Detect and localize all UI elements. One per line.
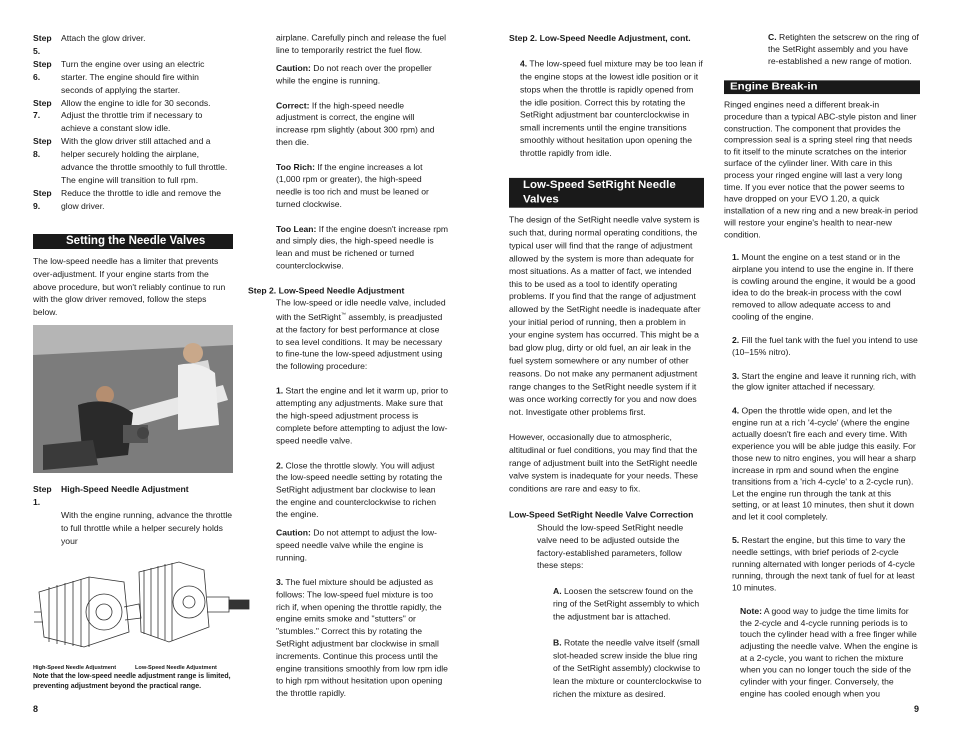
step-1-text: With the engine running, advance the throttle to full throttle while a helper securely holds your (61, 510, 233, 546)
needle-adjustment-drawing (29, 552, 249, 662)
step-5 (33, 32, 233, 58)
needle-intro: The low-speed needle has a limiter that prevents over-adjustment. If your engine starts from the above procedure, but won't reliably continue to run with the glow driver removed, follow the steps below. (33, 255, 226, 318)
correction-step-b: B. Rotate the needle valve itself (small slot-headed screw inside the blue ring of the SetRight assembly) clockwise to lean the mixture or counterclockwise to richen the mixture as desired. (553, 637, 702, 699)
engine-left (34, 577, 141, 647)
drawing-captions (33, 664, 233, 672)
photo-engine-start (33, 325, 233, 473)
column-4 (724, 32, 920, 700)
caption-high-speed: High-Speed Needle Adjustment (33, 664, 117, 671)
break-in-step-2: 2. Fill the fuel tank with the fuel you intend to use (10–15% nitro). (732, 335, 918, 357)
engine-line-drawing (29, 552, 254, 662)
step-text: Reduce the throttle to idle and remove the glow driver. (61, 187, 222, 211)
step-number: Step 8. (33, 136, 52, 160)
step-number: Step 6. (33, 58, 52, 82)
step-6 (33, 58, 233, 97)
engine-right (139, 562, 249, 642)
low-speed-step-4: 4. The low-speed fuel mixture may be too lean if the engine stops at the lowest idle position or it stops when the throttle is rapidly opened from the idle position. Correct this by rotating the SetRight adjustment bar counterclockwise in small increments until the engine transitions smoothly without hesitation upon opening the throttle rapidly from idle. (520, 58, 703, 159)
step-9 (33, 187, 233, 213)
step-1 (33, 483, 233, 509)
setright-paragraph-1: The design of the SetRight needle valve system is such that, during normal operating conditions, the typical user will find that the range of adjustment allowed by the system is more than adequate for most situations. As a matter of fact, we intended this to be used as a tool to identify operating problems. If you find that the range of adjustment allowed by the SetRight needle is inadequate after your initial period of running, then a problem in your engine system has occurred. This might be a bad glow plug, dirty or old fuel, an air leak in the fuel system somewhere or any number of other reasons. Do not make any permanent adjustment range changes to the SetRight needle system if it was once working correctly for you and now does not. Investigate other problems first. (509, 214, 701, 417)
step-2-text: The low-speed or idle needle valve, included with the SetRight™ assembly, is preadjusted at the factory for best performance at close to sea level conditions. It may be necessary to fine-tune the low-speed adjustment using the following procedure: (276, 298, 446, 372)
step-text: With the glow driver still attached and a helper securely holding the airplane, advance the throttle smoothly to full throttle. The engine will transition to full rpm. (61, 136, 228, 185)
break-in-step-4: 4. Open the throttle wide open, and let the engine run at a rich '4-cycle' (where the engine actually doesn't fire each and every time. With experience you will be able judge this easily. For those new to nitro engines, you will hear a sharp increase in rpm and sound when the engine transitions from a 'rich 4-cycle' to a 2-cycle run). Let the engine run through the tank at this setting, or at least 10 minutes, then shut it down and let it cool completely. (732, 406, 916, 522)
low-speed-step-1: 1. Start the engine and let it warm up, prior to attempting any adjustments. Make sure that the high-speed adjustment process is complete before attempting to adjust the low-speed needle valve. (276, 386, 448, 446)
step-text: Attach the glow driver. (61, 33, 146, 43)
limiter-note: Note that the low-speed needle adjustment range is limited, preventing adjustment beyond the practical range. (33, 672, 231, 690)
step-8 (33, 135, 233, 187)
low-speed-step-2: 2. Close the throttle slowly. You will adjust the low-speed needle setting by rotating the SetRight adjustment bar clockwise to lean the engine and counterclockwise to richen the engine. (276, 460, 443, 520)
step-text: Allow the engine to idle for 30 seconds. Adjust the throttle trim if necessary to achieve a constant slow idle. (61, 97, 211, 134)
break-in-step-5: 5. Restart the engine, but this time to vary the needle settings, with brief periods of 2-cycle running alternated with longer periods of 4-cycle running, through the next tank of fuel for at least 10 minutes. (732, 535, 915, 593)
caption-low-speed: Low-Speed Needle Adjustment (135, 664, 217, 671)
break-in-step-3: 3. Start the engine and leave it running rich, with the glow igniter attached if necessary. (732, 371, 916, 392)
column-3 (509, 32, 704, 700)
col2-intro: airplane. Carefully pinch and release the fuel line to temporarily restrict the fuel flow. (276, 32, 447, 55)
setright-heading: Low-Speed SetRight Needle Valves (509, 178, 704, 208)
step-number: Step 9. (33, 187, 52, 211)
break-in-heading: Engine Break-in (724, 80, 920, 94)
correct-text: Correct: If the high-speed needle adjustment is correct, the engine will increase rpm slightly (about 300 rpm) and then die. (276, 100, 435, 148)
caution-2: Caution: Do not attempt to adjust the low-speed needle valve while the engine is running. (276, 527, 437, 563)
step-title: High-Speed Needle Adjustment (61, 484, 189, 495)
setright-paragraph-2: However, occasionally due to atmospheric, altitudinal or fuel conditions, you may find that the range of adjustment built into the SetRight needle valve system is inadequate for your needs. These conditions are rare and easy to fix. (509, 432, 699, 494)
too-lean-text: Too Lean: If the engine doesn't increase rpm and simply dies, the high-speed needle is lean and must be richened or turned counterclockwise. (276, 223, 449, 271)
correction-step-c: C. Retighten the setscrew on the ring of the SetRight assembly and you have re-established a new range of motion. (768, 32, 919, 66)
break-in-step-1: 1. Mount the engine on a test stand or in the airplane you intend to use the engine in. If there is cowling around the engine, it would be a good idea to do the break-in process with the cowl removed to allow adequate access to and cooling of the engine. (732, 253, 916, 322)
too-rich-text: Too Rich: If the engine increases a lot (1,000 rpm or greater), the high-speed needle is too rich and must be leaned or turned clockwise. (276, 162, 429, 209)
break-in-intro: Ringed engines need a different break-in procedure than a typical ABC-style piston and liner construction. The component that provides the compression seal is a spring steel ring that needs to fit itself to the minute scratches on the interior surface of the cylinder liner. With care in this process your ringed engine will last a very long time. If you ever notice that the power seems to have dropped on your EVO 1.20, a quick installation of a new ring and a new break-in period will restore your engine's health to near-new condition. (724, 100, 918, 239)
break-in-note: Note: A good way to judge the time limits for the 2-cycle and 4-cycle running periods is to touch the cylinder head with a free finger while adjusting the needle valve. When the engine is at a 2-cycle, you want to richen the mixture when you can no longer touch the side of the cylinder with your finger. Conversely, the engine has cooled enough when you (740, 606, 918, 699)
page-number-left: 8 (33, 704, 39, 714)
step-text: Turn the engine over using an electric starter. The engine should fire within seconds of applying the starter. (61, 58, 205, 95)
step-7 (33, 97, 233, 136)
correction-title: Low-Speed SetRight Needle Valve Correction (509, 509, 694, 520)
step-number: Step 5. (33, 33, 52, 56)
step-2-cont-title: Step 2. Low-Speed Needle Adjustment, cont. (509, 32, 691, 43)
page-number-right: 9 (914, 704, 920, 714)
step-number: Step 7. (33, 97, 52, 121)
step-number: Step 1. (33, 484, 52, 508)
step-2-title: Step 2. Low-Speed Needle Adjustment (248, 285, 405, 296)
left-column (33, 32, 233, 692)
correction-step-a: A. Loosen the setscrew found on the ring of the SetRight assembly to which the adjustment bar is attached. (553, 586, 700, 622)
needle-valves-heading: Setting the Needle Valves (33, 234, 233, 249)
photo-illustration (33, 325, 233, 473)
column-2 (248, 32, 448, 700)
caution-1: Caution: Do not reach over the propeller while the engine is running. (276, 63, 432, 86)
correction-text: Should the low-speed SetRight needle valve need to be adjusted outside the factory-established parameters, follow these steps: (537, 522, 684, 571)
low-speed-step-3: 3. The fuel mixture should be adjusted as follows: The low-speed fuel mixture is too rich if, when opening the throttle rapidly, the engine emits smoke and "stutters" or "stumbles." Correct this by rotating the SetRight adjustment bar clockwise in small increments. Continue this process until the engine transitions smoothly from low rpm idle to high rpm without hesitation upon opening the throttle rapidly. (276, 577, 448, 698)
